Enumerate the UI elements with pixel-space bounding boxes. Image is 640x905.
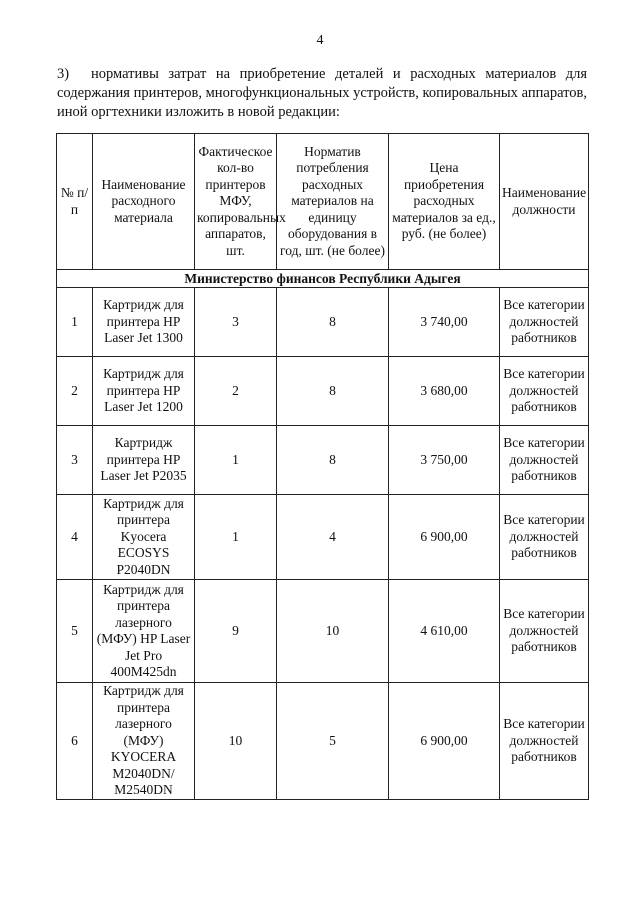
table-row [57, 357, 589, 426]
table-row [57, 495, 589, 580]
table-row [57, 683, 589, 800]
cell-material-name: Картридж принтера HP Laser Jet P2035 [93, 426, 195, 495]
consumables-table [56, 133, 589, 800]
cell-material-name: Картридж для принтера HP Laser Jet 1300 [93, 288, 195, 357]
cell-position: Все категории должностей работников [500, 683, 589, 800]
cell-norm: 8 [277, 288, 389, 357]
section-title: Министерство финансов Республики Адыгея [57, 270, 589, 288]
cell-number: 6 [57, 683, 93, 800]
intro-paragraph [57, 65, 587, 122]
cell-material-name: Картридж для принтера лазерного (МФУ) HP Laser Jet Pro 400M425dn [93, 580, 195, 683]
cell-position: Все категории должностей работников [500, 580, 589, 683]
header-material-name: Наименование расходного материала [93, 134, 195, 270]
header-actual-quantity: Фактическое кол-во принтеров МФУ, копировальных аппаратов, шт. [195, 134, 277, 270]
table-header-row [57, 134, 589, 270]
page-number: 4 [316, 33, 324, 48]
header-position-name: Наименование должности [500, 134, 589, 270]
cell-norm: 10 [277, 580, 389, 683]
table-row [57, 288, 589, 357]
cell-material-name: Картридж для принтера лазерного (МФУ) KYOCERA M2040DN/ M2540DN [93, 683, 195, 800]
header-consumption-norm: Норматив потребления расходных материалов на единицу оборудования в год, шт. (не более) [277, 134, 389, 270]
cell-position: Все категории должностей работников [500, 357, 589, 426]
cell-number: 4 [57, 495, 93, 580]
intro-text: нормативы затрат на приобретение деталей и расходных материалов для содержания принтеров, многофункциональных устройств, копировальных аппаратов, иной оргтехники изложить в новой редакции: [57, 66, 587, 120]
cell-price: 3 680,00 [389, 357, 500, 426]
cell-number: 1 [57, 288, 93, 357]
cell-quantity: 1 [195, 495, 277, 580]
cell-position: Все категории должностей работников [500, 495, 589, 580]
cell-number: 5 [57, 580, 93, 683]
header-number: № п/п [57, 134, 93, 270]
item-number: 3) [57, 66, 70, 82]
cell-price: 3 750,00 [389, 426, 500, 495]
cell-quantity: 2 [195, 357, 277, 426]
cell-quantity: 3 [195, 288, 277, 357]
cell-norm: 5 [277, 683, 389, 800]
cell-price: 3 740,00 [389, 288, 500, 357]
cell-quantity: 9 [195, 580, 277, 683]
cell-quantity: 10 [195, 683, 277, 800]
cell-material-name: Картридж для принтера HP Laser Jet 1200 [93, 357, 195, 426]
cell-quantity: 1 [195, 426, 277, 495]
section-row [57, 270, 589, 288]
cell-norm: 4 [277, 495, 389, 580]
header-price: Цена приобретения расходных материалов за ед., руб. (не более) [389, 134, 500, 270]
cell-material-name: Картридж для принтера Kyocera ECOSYS P2040DN [93, 495, 195, 580]
cell-norm: 8 [277, 357, 389, 426]
cell-number: 2 [57, 357, 93, 426]
cell-price: 6 900,00 [389, 683, 500, 800]
cell-norm: 8 [277, 426, 389, 495]
cell-price: 6 900,00 [389, 495, 500, 580]
cell-number: 3 [57, 426, 93, 495]
table-row [57, 580, 589, 683]
table-row [57, 426, 589, 495]
cell-position: Все категории должностей работников [500, 288, 589, 357]
cell-price: 4 610,00 [389, 580, 500, 683]
cell-position: Все категории должностей работников [500, 426, 589, 495]
